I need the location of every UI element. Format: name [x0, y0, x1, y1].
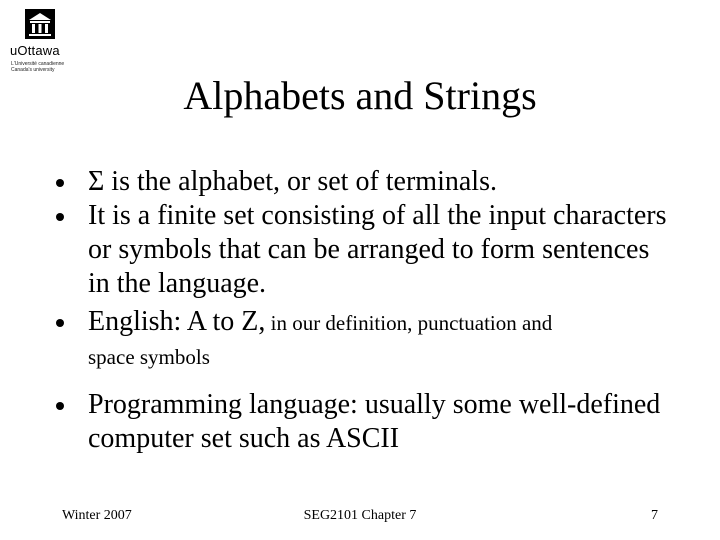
- bullet-list: [56, 165, 676, 456]
- bullet-dot-icon: [56, 213, 64, 221]
- bullet-item: [56, 305, 676, 370]
- footer-page-number: 7: [651, 508, 658, 523]
- bullet-text-small: in our definition, punctuation and: [265, 311, 553, 335]
- uottawa-logo: [10, 8, 70, 72]
- bullet-dot-icon: [56, 402, 64, 410]
- bullet-text: Σ is the alphabet, or set of terminals.: [88, 166, 497, 197]
- bullet-text-continuation: space symbols: [88, 345, 210, 369]
- slide-title: Alphabets and Strings: [183, 73, 537, 118]
- logo-tagline-line-2: Canada's university: [11, 67, 55, 73]
- bullet-text-main: English: A to Z,: [88, 306, 266, 337]
- bullet-text: It is a finite set consisting of all the input characters or symbols that can be arranged to form sentences in the language.: [88, 200, 667, 299]
- logo-brand-text: uOttawa: [10, 43, 60, 58]
- bullet-dot-icon: [56, 319, 64, 327]
- bullet-text: Programming language: usually some well-defined computer set such as ASCII: [88, 389, 661, 454]
- logo-tagline-line-1: L'Université canadienne: [11, 61, 65, 67]
- footer-course: SEG2101 Chapter 7: [303, 508, 417, 523]
- university-building-icon: [24, 8, 56, 40]
- bullet-dot-icon: [56, 179, 64, 187]
- bullet-item: [56, 165, 676, 199]
- bullet-item: [56, 388, 676, 456]
- footer-date: Winter 2007: [62, 508, 132, 523]
- bullet-item: [56, 199, 676, 301]
